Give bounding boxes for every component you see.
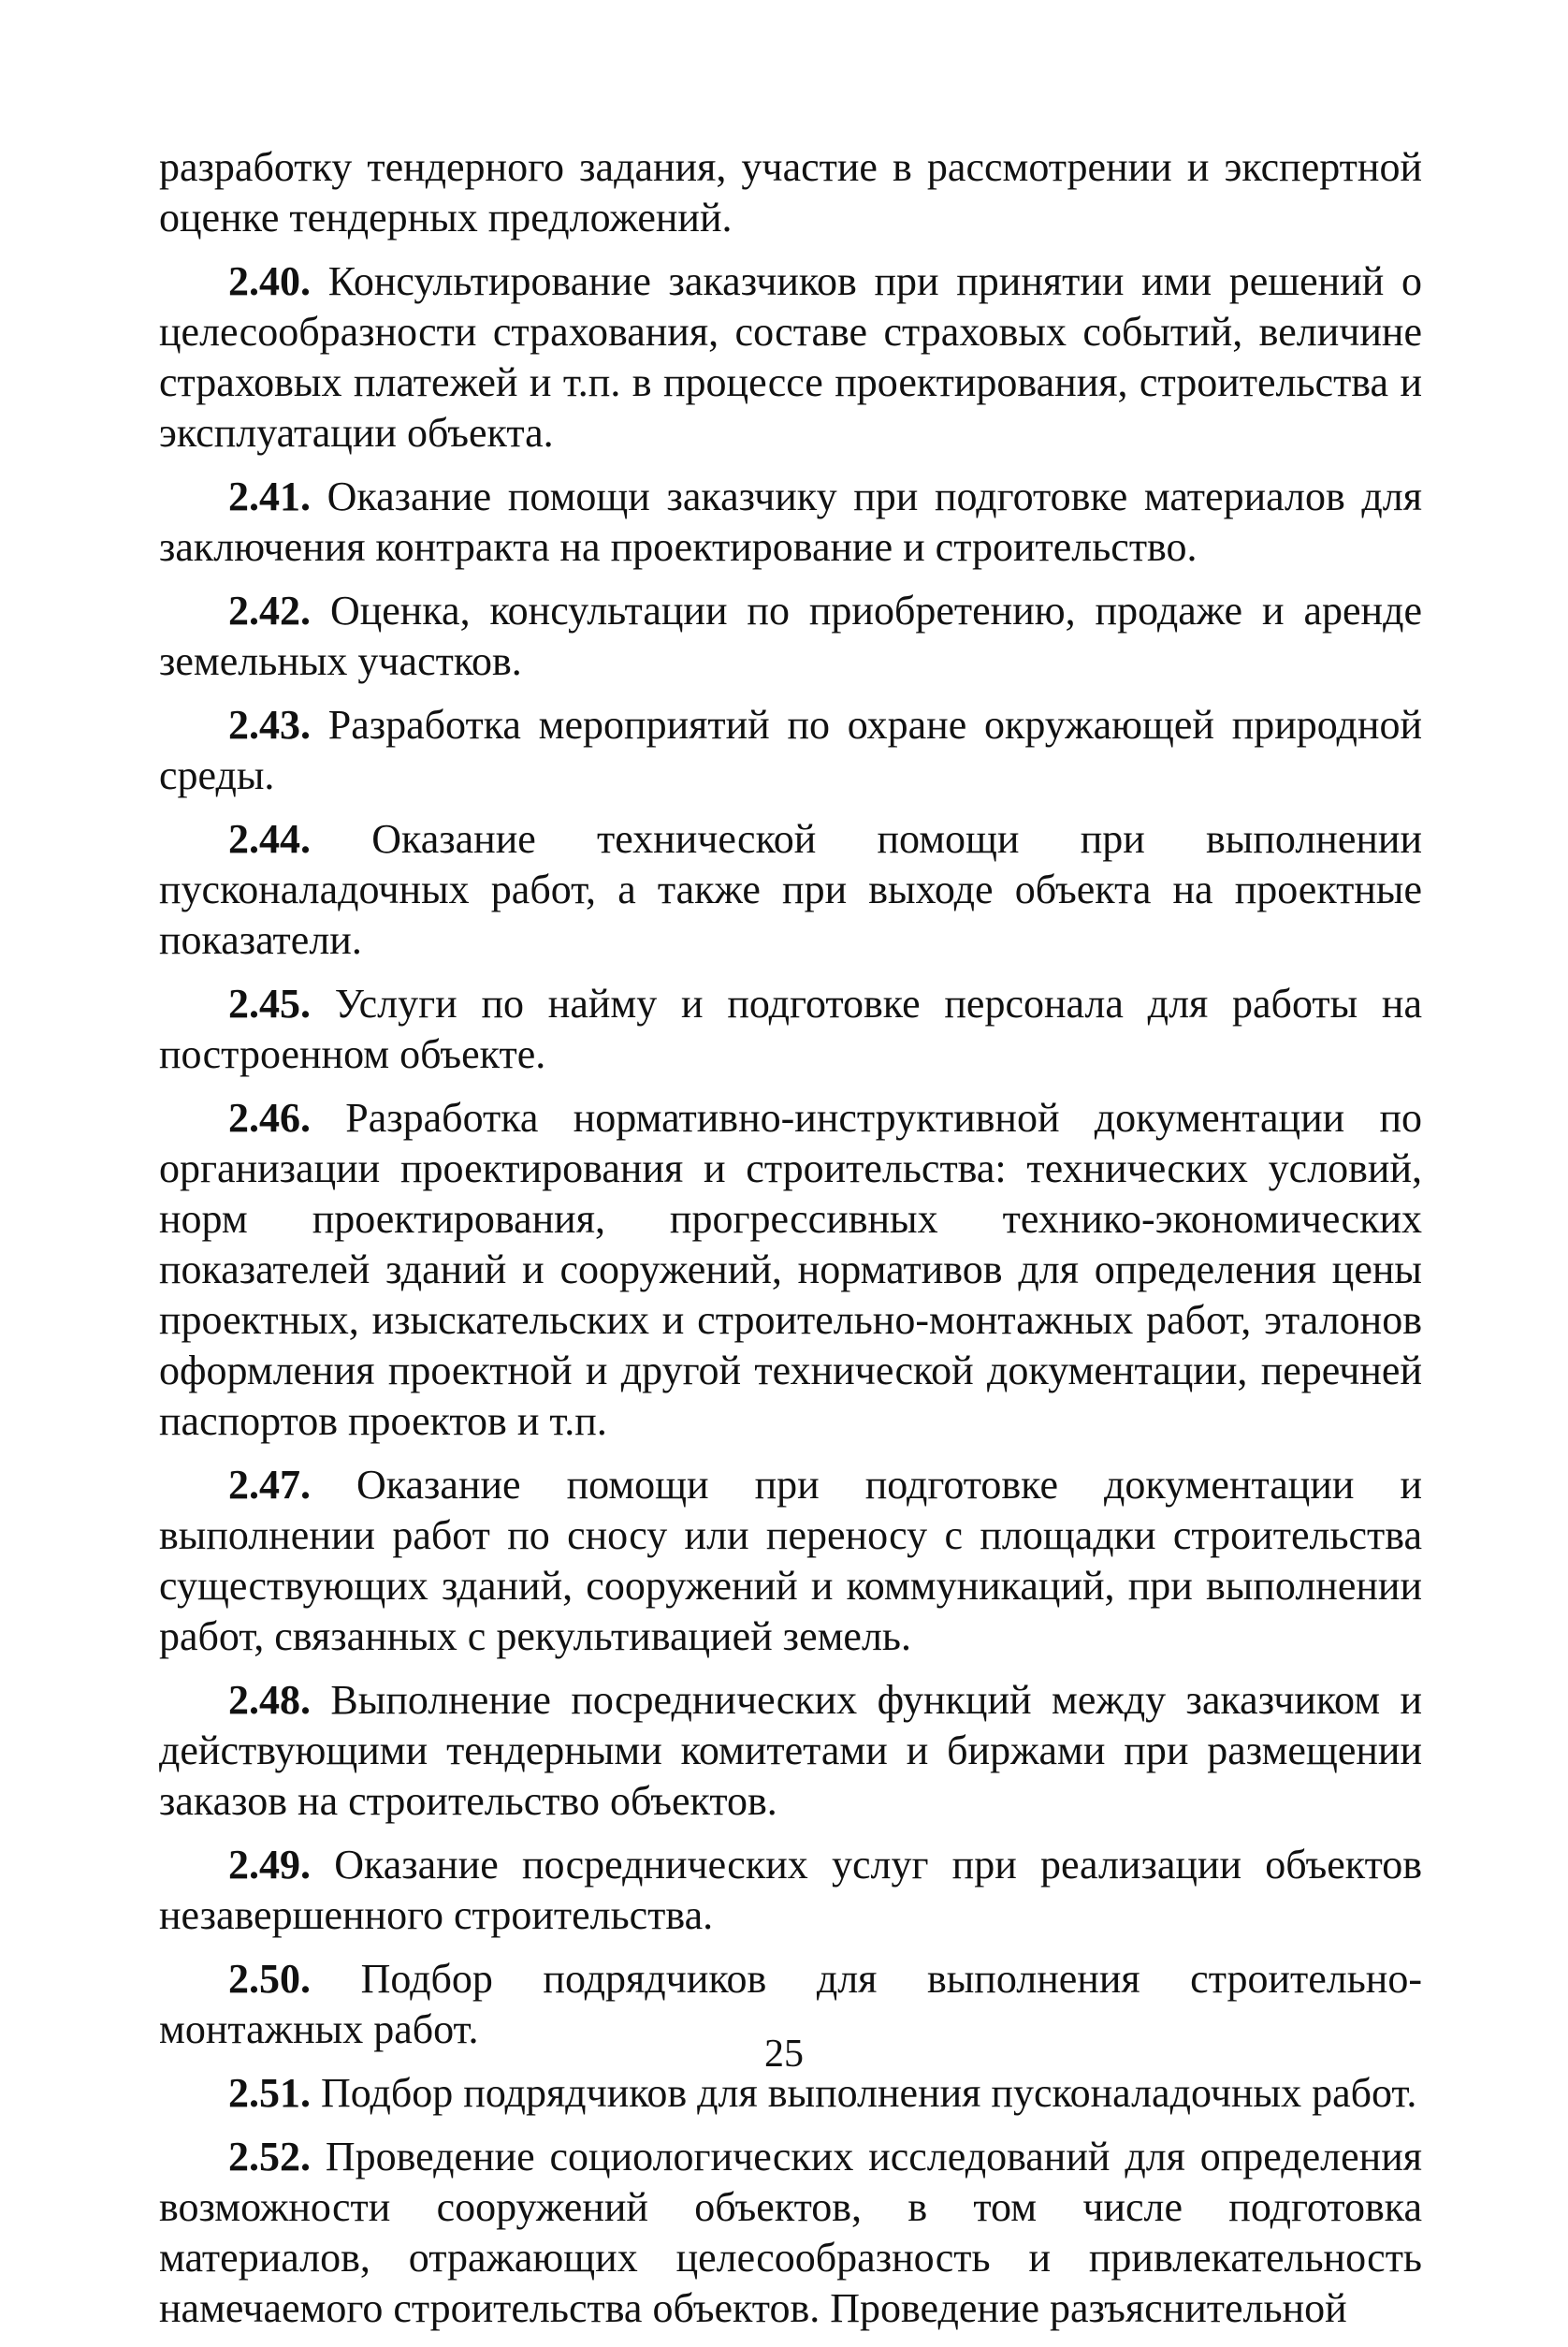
clause-number: 2.48. [228, 1677, 311, 1723]
clause-number: 2.40. [228, 258, 311, 304]
clause-number: 2.42. [228, 588, 311, 634]
clause-2-49 [159, 1840, 1422, 1941]
clause-2-41 [159, 472, 1422, 573]
body-text [159, 142, 1422, 2347]
clause-text: Оценка, консультации по приобретению, продаже и аренде земельных участков. [159, 588, 1423, 684]
clause-2-46 [159, 1093, 1422, 1447]
clause-number: 2.45. [228, 981, 311, 1027]
clause-2-44 [159, 814, 1422, 966]
clause-text: Услуги по найму и подготовке персонала для работы на построенном объекте. [159, 981, 1422, 1077]
clause-number: 2.41. [228, 474, 311, 519]
clause-number: 2.49. [228, 1842, 311, 1888]
clause-2-45 [159, 979, 1422, 1080]
clause-text: Подбор подрядчиков для выполнения строительно-монтажных работ. [159, 1956, 1423, 2052]
clause-text: Проведение социологических исследований для определения возможности сооружений объектов, в том числе подготовка материалов, отражающих целесообразность и привлекательность намечаемого строительства объектов. Проведение разъяснительной [159, 2134, 1422, 2331]
clause-number: 2.50. [228, 1956, 311, 2002]
clause-2-43 [159, 700, 1422, 801]
opening-text: разработку тендерного задания, участие в рассмотрении и экспертной оценке тендерных предложений. [159, 144, 1422, 241]
clause-text: Оказание технической помощи при выполнении пусконаладочных работ, а также при выходе объекта на проектные показатели. [159, 816, 1422, 963]
clause-2-42 [159, 586, 1422, 687]
clause-text: Выполнение посреднических функций между заказчиком и действующими тендерными комитетами и биржами при размещении заказов на строительство объектов. [159, 1677, 1422, 1824]
clause-number: 2.44. [228, 816, 311, 862]
clause-text: Оказание помощи при подготовке документации и выполнении работ по сносу или переносу с площадки строительства существующих зданий, сооружений и коммуникаций, при выполнении работ, связанных с рекультивацией земель. [159, 1462, 1423, 1659]
clause-text: Консультирование заказчиков при принятии ими решений о целесообразности страхования, составе страховых событий, величине страховых платежей и т.п. в процессе проектирования, строительства и эксплуатации объекта. [159, 258, 1423, 456]
clause-number: 2.43. [228, 702, 311, 748]
clause-2-52 [159, 2132, 1422, 2334]
clause-text: Оказание помощи заказчику при подготовке материалов для заключения контракта на проектирование и строительство. [159, 474, 1422, 570]
clause-number: 2.52. [228, 2134, 311, 2179]
clause-2-47 [159, 1460, 1422, 1662]
clause-text: Подбор подрядчиков для выполнения пусконаладочных работ. [321, 2070, 1417, 2116]
clause-number: 2.46. [228, 1095, 311, 1141]
clause-text: Разработка нормативно-инструктивной документации по организации проектирования и строительства: технических условий, норм проектирования, прогрессивных технико-экономических показателей зданий и сооружений, нормативов для определения цены проектных, изыскательских и строительно-монтажных работ, эталонов оформления проектной и другой технической документации, перечней паспортов проектов и т.п. [159, 1095, 1423, 1444]
clause-2-48 [159, 1675, 1422, 1827]
clause-number: 2.51. [228, 2070, 311, 2116]
clause-2-40 [159, 256, 1422, 459]
clause-text: Разработка мероприятий по охране окружающей природной среды. [159, 702, 1422, 798]
page-number: 25 [764, 2033, 804, 2076]
clause-number: 2.47. [228, 1462, 311, 1508]
clause-text: Оказание посреднических услуг при реализации объектов незавершенного строительства. [159, 1842, 1422, 1938]
opening-paragraph [159, 142, 1422, 243]
